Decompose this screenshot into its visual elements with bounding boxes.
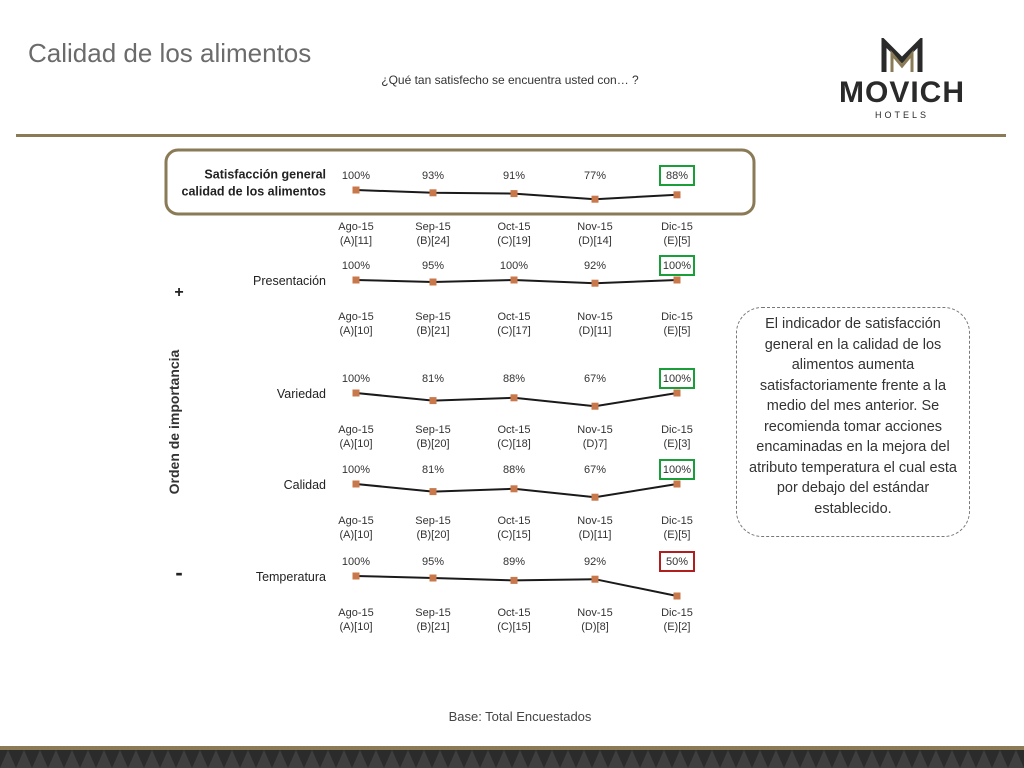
data-label: 100% — [341, 373, 371, 385]
data-point — [592, 576, 599, 583]
sample-base-label: (C)[19] — [497, 235, 531, 247]
sample-base-label: (E)[5] — [663, 529, 691, 541]
tick-label: Sep-15 — [415, 515, 451, 527]
data-point — [430, 189, 437, 196]
tick-label: Oct-15 — [497, 515, 531, 527]
series-label: Variedad — [276, 387, 326, 401]
logo-subtitle: HOTELS — [874, 110, 929, 120]
tick-label: Dic-15 — [661, 515, 693, 527]
data-label: 81% — [421, 464, 445, 476]
tick-label: Nov-15 — [577, 311, 613, 323]
series-label: Calidad — [283, 478, 326, 492]
sample-base-label: (E)[2] — [663, 621, 691, 633]
data-point — [430, 488, 437, 495]
tick-label: Nov-15 — [577, 221, 613, 233]
sample-base-label: (D)[11] — [578, 325, 612, 337]
sample-base-label: (E)[3] — [663, 438, 691, 450]
sample-base-label: (D)[11] — [578, 529, 612, 541]
sample-base-label: (B)[21] — [416, 325, 450, 337]
data-point — [353, 573, 360, 580]
recommendation-note: El indicador de satisfacción general en la calidad de los alimentos aumenta satisfactoriamente frente a la medio del mes anterior. Se recomienda tomar acciones encaminadas en la mejora del atributo temperatura el cual esta por debajo del estándar establecido. — [736, 307, 970, 537]
data-label: 100% — [341, 260, 371, 272]
data-label: 92% — [583, 556, 607, 568]
data-label: 100% — [499, 260, 529, 272]
sample-base-label: (A)[10] — [339, 325, 373, 337]
data-label: 100% — [662, 260, 692, 272]
tick-label: Dic-15 — [661, 311, 693, 323]
tick-label: Sep-15 — [415, 221, 451, 233]
axis-label: Orden de importancia — [166, 349, 182, 495]
base-note: Base: Total Encuestados — [448, 709, 592, 724]
tick-label: Dic-15 — [661, 221, 693, 233]
data-point — [430, 279, 437, 286]
data-label: 100% — [662, 464, 692, 476]
data-point — [353, 390, 360, 397]
data-point — [674, 390, 681, 397]
tick-label: Nov-15 — [577, 515, 613, 527]
sample-base-label: (E)[5] — [663, 325, 691, 337]
sample-base-label: (A)[10] — [339, 529, 373, 541]
tick-label: Ago-15 — [338, 607, 374, 619]
data-label: 67% — [583, 373, 607, 385]
sample-base-label: (B)[21] — [416, 621, 450, 633]
tick-label: Nov-15 — [577, 424, 613, 436]
data-point — [592, 494, 599, 501]
series-label: Presentación — [253, 274, 326, 288]
data-point — [511, 277, 518, 284]
sample-base-label: (C)[15] — [497, 621, 531, 633]
data-label: 95% — [421, 260, 445, 272]
sample-base-label: (A)[10] — [339, 438, 373, 450]
sample-base-label: (D)[14] — [578, 235, 612, 247]
data-point — [592, 280, 599, 287]
series-label: Temperatura — [255, 570, 326, 584]
logo-wordmark: MOVICH — [839, 76, 965, 109]
importance-low-marker: - — [175, 560, 183, 585]
tick-label: Sep-15 — [415, 607, 451, 619]
series-label: calidad de los alimentos — [181, 184, 326, 199]
sample-base-label: (B)[24] — [416, 235, 450, 247]
data-label: 67% — [583, 464, 607, 476]
data-label: 91% — [502, 170, 526, 182]
tick-label: Nov-15 — [577, 607, 613, 619]
tick-label: Sep-15 — [415, 311, 451, 323]
tick-label: Dic-15 — [661, 424, 693, 436]
data-point — [674, 593, 681, 600]
data-label: 77% — [583, 170, 607, 182]
data-label: 100% — [662, 373, 692, 385]
sample-base-label: (D)7] — [582, 438, 608, 450]
tick-label: Ago-15 — [338, 424, 374, 436]
data-point — [353, 187, 360, 194]
tick-label: Ago-15 — [338, 221, 374, 233]
data-label: 88% — [502, 464, 526, 476]
data-point — [674, 191, 681, 198]
data-label: 88% — [665, 170, 689, 182]
tick-label: Sep-15 — [415, 424, 451, 436]
sample-base-label: (A)[10] — [339, 621, 373, 633]
data-label: 100% — [341, 556, 371, 568]
data-point — [353, 481, 360, 488]
data-label: 95% — [421, 556, 445, 568]
sample-base-label: (B)[20] — [416, 438, 450, 450]
data-label: 100% — [341, 464, 371, 476]
data-label: 88% — [502, 373, 526, 385]
tick-label: Oct-15 — [497, 221, 531, 233]
data-point — [511, 190, 518, 197]
survey-question: ¿Qué tan satisfecho se encuentra usted con… ? — [381, 73, 639, 87]
sample-base-label: (C)[17] — [497, 325, 531, 337]
data-point — [353, 277, 360, 284]
data-label: 81% — [421, 373, 445, 385]
data-point — [430, 575, 437, 582]
data-point — [511, 394, 518, 401]
data-point — [430, 397, 437, 404]
data-label: 92% — [583, 260, 607, 272]
tick-label: Ago-15 — [338, 515, 374, 527]
data-point — [674, 277, 681, 284]
tick-label: Oct-15 — [497, 424, 531, 436]
data-label: 89% — [502, 556, 526, 568]
data-label: 50% — [665, 556, 689, 568]
decorative-footer-band — [0, 746, 1024, 768]
sample-base-label: (C)[18] — [497, 438, 531, 450]
data-point — [511, 485, 518, 492]
tick-label: Ago-15 — [338, 311, 374, 323]
tick-label: Dic-15 — [661, 607, 693, 619]
page-title: Calidad de los alimentos — [28, 38, 312, 68]
tick-label: Oct-15 — [497, 607, 531, 619]
tick-label: Oct-15 — [497, 311, 531, 323]
data-point — [592, 403, 599, 410]
data-point — [592, 196, 599, 203]
sample-base-label: (D)[8] — [581, 621, 609, 633]
sample-base-label: (B)[20] — [416, 529, 450, 541]
series-label: Satisfacción general — [204, 167, 326, 182]
sample-base-label: (A)[11] — [339, 235, 373, 247]
data-label: 100% — [341, 170, 371, 182]
sample-base-label: (C)[15] — [497, 529, 531, 541]
data-label: 93% — [421, 170, 445, 182]
data-point — [511, 577, 518, 584]
importance-high-marker: + — [174, 284, 184, 301]
data-point — [674, 481, 681, 488]
sample-base-label: (E)[5] — [663, 235, 691, 247]
